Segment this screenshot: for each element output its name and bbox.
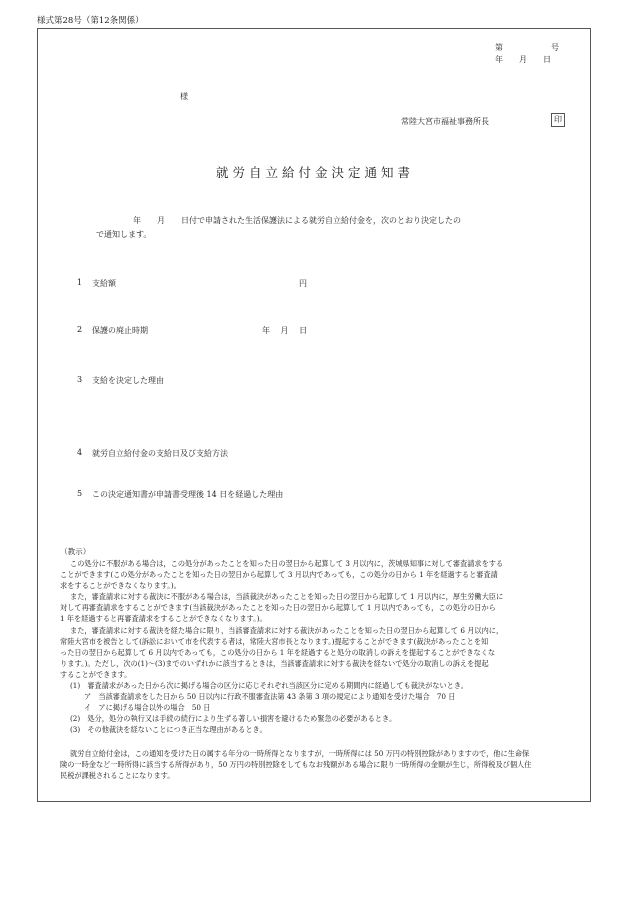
issuer-name: 常陸大宮市福祉事務所長: [401, 117, 489, 126]
item-3-number: 3: [77, 375, 83, 384]
notes-line: 対して再審査請求をすることができます(当該裁決があったことを知った日の翌日から起算して 1 月以内であっても，この処分の日から: [60, 603, 496, 613]
notes-line: (1) 審査請求があった日から次に掲げる場合の区分に応じそれぞれ当該区分に定める期間内に経過しても裁決がないとき。: [70, 681, 468, 691]
item-4-label: 就労自立給付金の支給日及び支給方法: [92, 449, 228, 458]
intro-line-1: 年 月 日付で申請された生活保護法による就労自立給付金を，次のとおり決定したの: [133, 216, 461, 225]
notes-line: ことができます(この処分があったことを知った日の翌日から起算して 3 月以内であっても，この処分の日から 1 年を経過すると審査請: [60, 570, 498, 580]
notes-heading: （教示）: [60, 547, 91, 556]
issue-date-label: 年 月 日: [495, 55, 551, 64]
notes-line: 険の一時金など一時所得に該当する所得があり，50 万円の特別控除をしてもなお残額がある場合に限り一時所得の金額が生じ，所得税及び個人住: [60, 759, 532, 769]
item-2-label: 保護の廃止時期: [92, 326, 148, 335]
seal-stamp: 印: [551, 113, 565, 127]
notes-line: ア 当該審査請求をした日から 50 日以内に行政不服審査法第 43 条第 3 項の規定により通知を受けた場合 70 日: [84, 692, 456, 702]
item-2-date: 年 月 日: [262, 326, 308, 335]
notes-line: った日の翌日から起算して 6 月以内であっても，この処分の日から 1 年を経過すると処分の取消しの訴えを提起することができなくな: [60, 647, 496, 657]
notes-line: 1 年を経過すると再審査請求をすることができなくなります。)。: [60, 614, 267, 624]
notes-line: ります。)。ただし，次の(1)～(3)までのいずれかに該当するときは，当該審査請求に対する裁決を経ないで処分の取消しの訴えを提起: [60, 658, 489, 668]
notes-line: することができます。: [60, 669, 132, 679]
document-title: 就労自立給付金決定通知書: [215, 165, 414, 180]
notes-line: 求をすることができなくなります。)。: [60, 581, 181, 591]
form-number: 様式第28号（第12条関係）: [37, 16, 144, 26]
item-4-number: 4: [77, 448, 83, 457]
document-number-label: 第 号: [495, 43, 559, 52]
item-5-number: 5: [77, 489, 83, 498]
item-2-number: 2: [77, 325, 83, 334]
notes-line: (2) 処分，処分の執行又は手続の続行により生ずる著しい損害を避けるため緊急の必要があるとき。: [70, 714, 397, 724]
notes-line: (3) その他裁決を経ないことにつき正当な理由があるとき。: [70, 725, 267, 735]
notes-line: イ アに掲げる場合以外の場合 50 日: [84, 703, 211, 713]
notes-line: 常陸大宮市を被告として(訴訟において市を代表する者は，常陸大宮市長となります。)提起することができます(裁決があったことを知: [60, 636, 489, 646]
notes-line: 民税が課税されることになります。: [60, 770, 175, 780]
notes-line: また，審査請求に対する裁決を経た場合に限り，当該審査請求に対する裁決があったことを知った日の翌日から起算して 6 月以内に，: [70, 625, 504, 635]
notes-block: [60, 558, 570, 781]
intro-line-2: で通知します。: [96, 230, 152, 239]
item-1-label: 支給額: [92, 279, 116, 288]
item-1-number: 1: [77, 278, 83, 287]
addressee-suffix: 様: [180, 92, 188, 101]
item-5-label: この決定通知書が申請書受理後 14 日を経過した理由: [92, 490, 284, 499]
item-3-label: 支給を決定した理由: [92, 376, 164, 385]
item-1-unit: 円: [299, 279, 307, 288]
notes-line: また，審査請求に対する裁決に不服がある場合は，当該裁決があったことを知った日の翌日から起算して 1 月以内に，厚生労働大臣に: [70, 592, 504, 602]
notes-line: この処分に不服がある場合は，この処分があったことを知った日の翌日から起算して 3 月以内に，茨城県知事に対して審査請求をする: [70, 559, 504, 568]
notes-line: 就労自立給付金は，この通知を受けた日の属する年分の一時所得となりますが，一時所得には 50 万円の特別控除がありますので，他に生命保: [70, 748, 530, 758]
